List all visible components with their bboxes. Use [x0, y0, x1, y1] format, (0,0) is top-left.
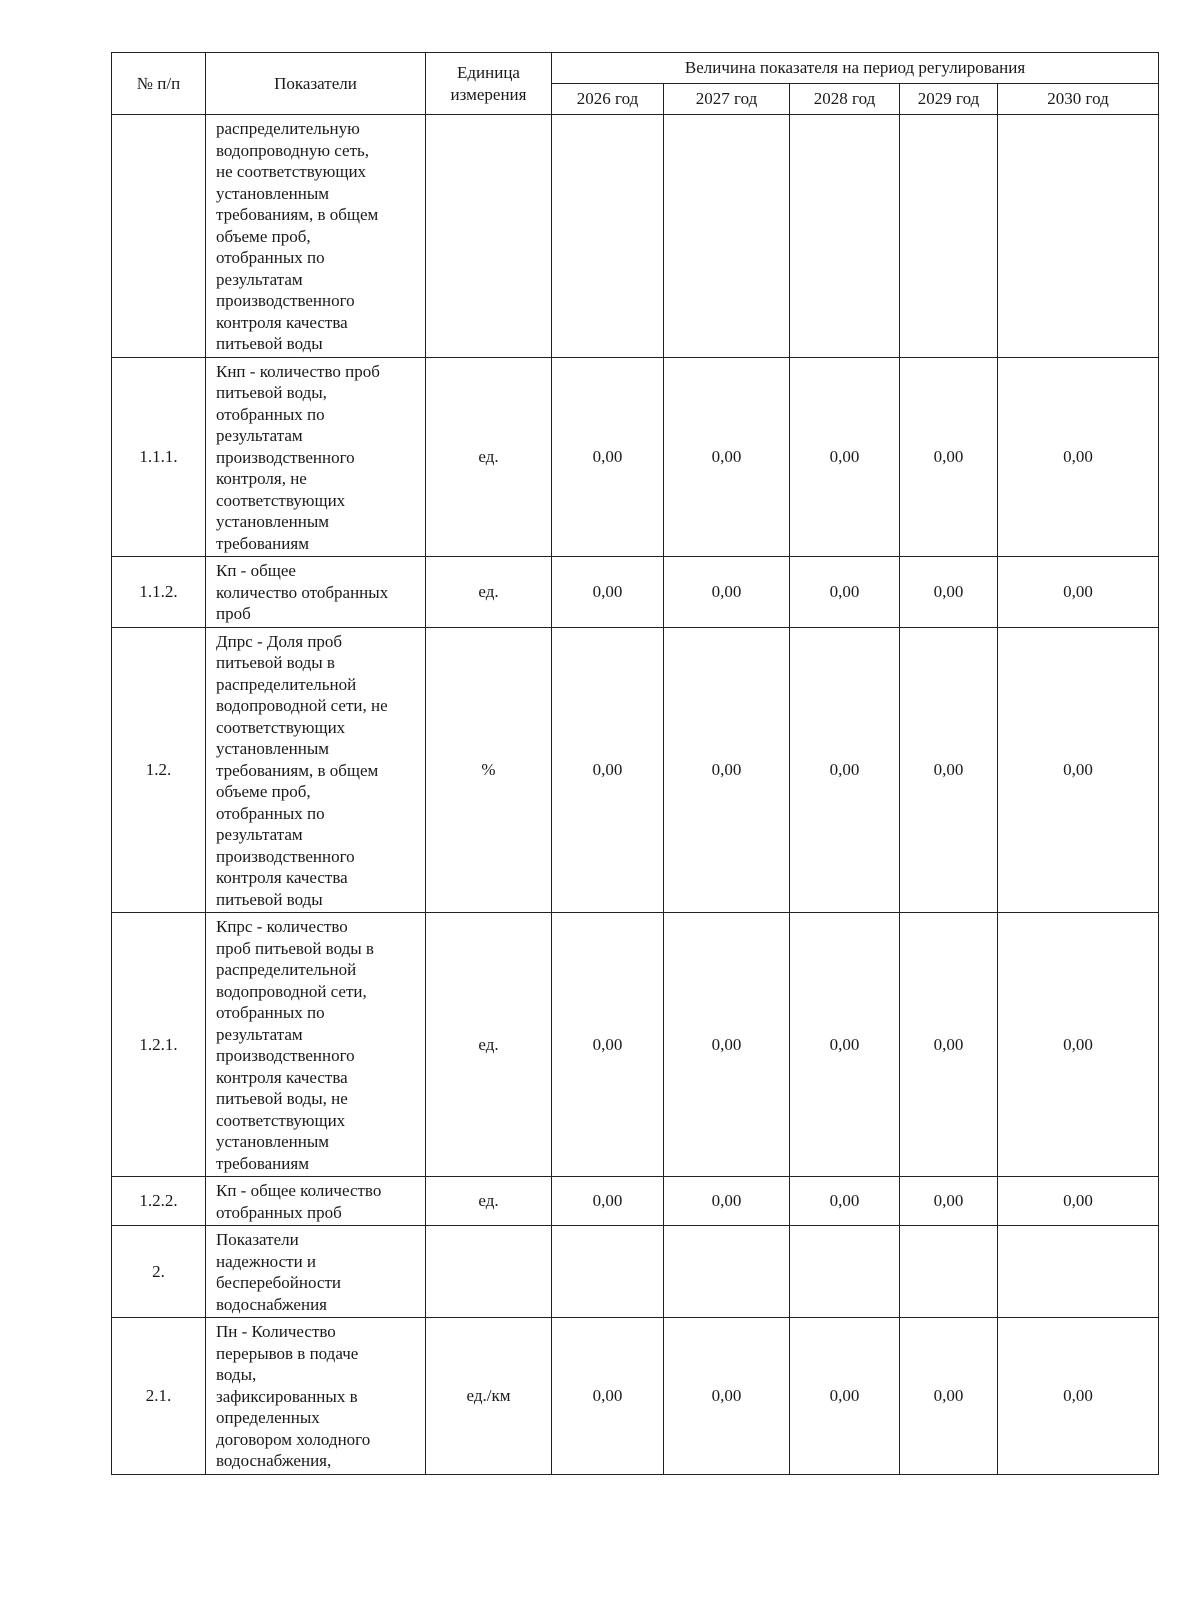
indicator-name-line: производственного — [216, 846, 355, 866]
table-row — [112, 913, 1159, 1177]
row-number: 2.1. — [112, 1318, 206, 1475]
indicator-name-line: не соответствующих — [216, 162, 367, 181]
value-cell — [552, 115, 664, 358]
indicator-name-line: требованиям — [216, 533, 309, 553]
indicator-name — [206, 115, 426, 358]
value-cell: 0,00 — [790, 1318, 900, 1475]
value-cell: 0,00 — [790, 627, 900, 913]
indicator-name-line: проб питьевой воды в — [216, 938, 374, 958]
indicator-name-line: результатам — [216, 269, 303, 289]
value-cell — [790, 115, 900, 358]
header-year: 2029 год — [900, 84, 998, 115]
indicator-name-line: установленным — [216, 183, 330, 203]
indicator-name-line: контроля качества — [216, 1067, 348, 1087]
value-cell: 0,00 — [790, 557, 900, 628]
value-cell: 0,00 — [900, 913, 998, 1177]
row-number: 1.1.2. — [112, 557, 206, 628]
unit-cell — [426, 1226, 552, 1318]
indicator-name-line: соответствующих — [216, 1110, 346, 1130]
indicator-name-line: отобранных проб — [216, 1202, 342, 1222]
value-cell — [664, 1226, 790, 1318]
header-year: 2027 год — [664, 84, 790, 115]
value-cell — [998, 115, 1159, 358]
value-cell: 0,00 — [664, 627, 790, 913]
indicator-name — [206, 1177, 426, 1226]
indicator-name-line: результатам — [216, 1024, 303, 1044]
indicator-name — [206, 627, 426, 913]
unit-cell: ед. — [426, 913, 552, 1177]
indicator-name — [206, 357, 426, 557]
indicator-name-line: требованиям, в общем — [216, 760, 379, 780]
value-cell: 0,00 — [900, 1318, 998, 1475]
header-year: 2026 год — [552, 84, 664, 115]
value-cell — [664, 115, 790, 358]
header-indicator: Показатели — [206, 53, 426, 115]
value-cell: 0,00 — [552, 357, 664, 557]
value-cell — [790, 1226, 900, 1318]
indicator-name-line: производственного — [216, 1046, 355, 1065]
indicator-name-line: распределительную — [216, 119, 360, 138]
unit-cell: ед. — [426, 1177, 552, 1226]
indicator-name-line: Кп - общее — [216, 561, 296, 580]
indicator-name-line: питьевой воды — [216, 334, 323, 353]
indicator-name-line: отобранных по — [216, 803, 325, 823]
value-cell: 0,00 — [900, 557, 998, 628]
indicator-name-line: Кп - общее количество — [216, 1181, 382, 1200]
indicator-name-line: отобранных по — [216, 404, 325, 424]
value-cell — [900, 1226, 998, 1318]
indicator-name-line: производственного — [216, 447, 355, 467]
indicator-name-line: требованиям — [216, 1153, 309, 1173]
value-cell: 0,00 — [790, 357, 900, 557]
indicator-name — [206, 1318, 426, 1475]
indicator-name-line: водопроводной сети, не — [216, 696, 388, 715]
indicator-name-line: результатам — [216, 825, 303, 844]
indicator-name-line: водоснабжения — [216, 1294, 327, 1314]
indicator-name-line: Показатели — [216, 1230, 299, 1249]
indicator-name-line: воды, — [216, 1365, 257, 1384]
value-cell: 0,00 — [998, 913, 1159, 1177]
value-cell: 0,00 — [552, 1177, 664, 1226]
indicator-name-line: бесперебойности — [216, 1273, 341, 1292]
value-cell: 0,00 — [552, 913, 664, 1177]
value-cell: 0,00 — [998, 1177, 1159, 1226]
indicator-name-line: водопроводную сеть, — [216, 140, 370, 160]
row-number: 1.2.2. — [112, 1177, 206, 1226]
value-cell: 0,00 — [552, 1318, 664, 1475]
header-year: 2028 год — [790, 84, 900, 115]
indicator-name-line: контроля качества — [216, 868, 348, 887]
indicator-name-line: требованиям, в общем — [216, 205, 379, 224]
table-row — [112, 627, 1159, 913]
unit-cell: ед./км — [426, 1318, 552, 1475]
value-cell: 0,00 — [998, 627, 1159, 913]
indicator-name-line: распределительной — [216, 960, 357, 979]
unit-cell: ед. — [426, 557, 552, 628]
indicator-name-line: отобранных по — [216, 1003, 325, 1022]
table-header — [112, 53, 1159, 115]
indicator-name-line: контроля качества — [216, 312, 348, 332]
value-cell: 0,00 — [998, 357, 1159, 557]
indicator-name-line: установленным — [216, 739, 330, 758]
indicator-name-line: контроля, не — [216, 469, 307, 488]
indicator-name-line: проб — [216, 604, 251, 623]
table-row — [112, 1177, 1159, 1226]
row-number: 2. — [112, 1226, 206, 1318]
unit-cell: % — [426, 627, 552, 913]
indicator-name-line: объеме проб, — [216, 782, 311, 801]
header-unit: Единица измерения — [426, 53, 552, 115]
indicator-name-line: Дпрс - Доля проб — [216, 631, 343, 651]
indicator-name-line: отобранных по — [216, 248, 325, 267]
indicator-name-line: питьевой воды — [216, 889, 323, 909]
row-number: 1.2. — [112, 627, 206, 913]
indicator-name-line: водоснабжения, — [216, 1451, 332, 1470]
indicator-name — [206, 913, 426, 1177]
table-row — [112, 357, 1159, 557]
indicator-name-line: количество отобранных — [216, 582, 389, 602]
value-cell: 0,00 — [790, 1177, 900, 1226]
indicator-name-line: соответствующих — [216, 717, 346, 737]
value-cell: 0,00 — [552, 627, 664, 913]
indicators-table — [111, 52, 1159, 1475]
row-number — [112, 115, 206, 358]
indicator-name-line: установленным — [216, 512, 330, 531]
indicator-name-line: питьевой воды, — [216, 383, 327, 402]
header-num: № п/п — [112, 53, 206, 115]
header-period: Величина показателя на период регулирования — [552, 53, 1159, 84]
table-body — [112, 115, 1159, 1475]
indicator-name-line: Кнп - количество проб — [216, 361, 380, 381]
indicator-name-line: питьевой воды в — [216, 653, 335, 672]
value-cell: 0,00 — [664, 557, 790, 628]
indicator-name-line: Пн - Количество — [216, 1322, 336, 1341]
value-cell: 0,00 — [900, 357, 998, 557]
value-cell: 0,00 — [664, 1177, 790, 1226]
table-row — [112, 557, 1159, 628]
indicator-name-line: производственного — [216, 291, 355, 310]
row-number: 1.1.1. — [112, 357, 206, 557]
value-cell — [998, 1226, 1159, 1318]
header-year: 2030 год — [998, 84, 1159, 115]
value-cell — [900, 115, 998, 358]
value-cell: 0,00 — [998, 1318, 1159, 1475]
value-cell: 0,00 — [552, 557, 664, 628]
value-cell: 0,00 — [664, 913, 790, 1177]
value-cell: 0,00 — [790, 913, 900, 1177]
unit-cell — [426, 115, 552, 358]
value-cell: 0,00 — [900, 1177, 998, 1226]
indicator-name-line: распределительной — [216, 674, 357, 694]
value-cell: 0,00 — [664, 357, 790, 557]
indicator-name-line: надежности и — [216, 1251, 317, 1271]
table-row — [112, 115, 1159, 358]
row-number: 1.2.1. — [112, 913, 206, 1177]
value-cell — [552, 1226, 664, 1318]
value-cell: 0,00 — [900, 627, 998, 913]
value-cell: 0,00 — [998, 557, 1159, 628]
indicator-name — [206, 557, 426, 628]
indicator-name-line: питьевой воды, не — [216, 1089, 348, 1108]
indicator-name-line: зафиксированных в — [216, 1386, 358, 1406]
indicator-name-line: договором холодного — [216, 1429, 371, 1449]
table-row — [112, 1226, 1159, 1318]
document-page — [111, 52, 1158, 1475]
indicator-name-line: объеме проб, — [216, 226, 311, 246]
unit-cell: ед. — [426, 357, 552, 557]
indicator-name-line: водопроводной сети, — [216, 981, 367, 1001]
indicator-name-line: определенных — [216, 1408, 320, 1427]
indicator-name-line: перерывов в подаче — [216, 1343, 359, 1363]
table-row — [112, 1318, 1159, 1475]
value-cell: 0,00 — [664, 1318, 790, 1475]
indicator-name — [206, 1226, 426, 1318]
indicator-name-line: результатам — [216, 426, 303, 445]
indicator-name-line: соответствующих — [216, 490, 346, 510]
indicator-name-line: установленным — [216, 1132, 330, 1151]
indicator-name-line: Кпрс - количество — [216, 917, 348, 936]
